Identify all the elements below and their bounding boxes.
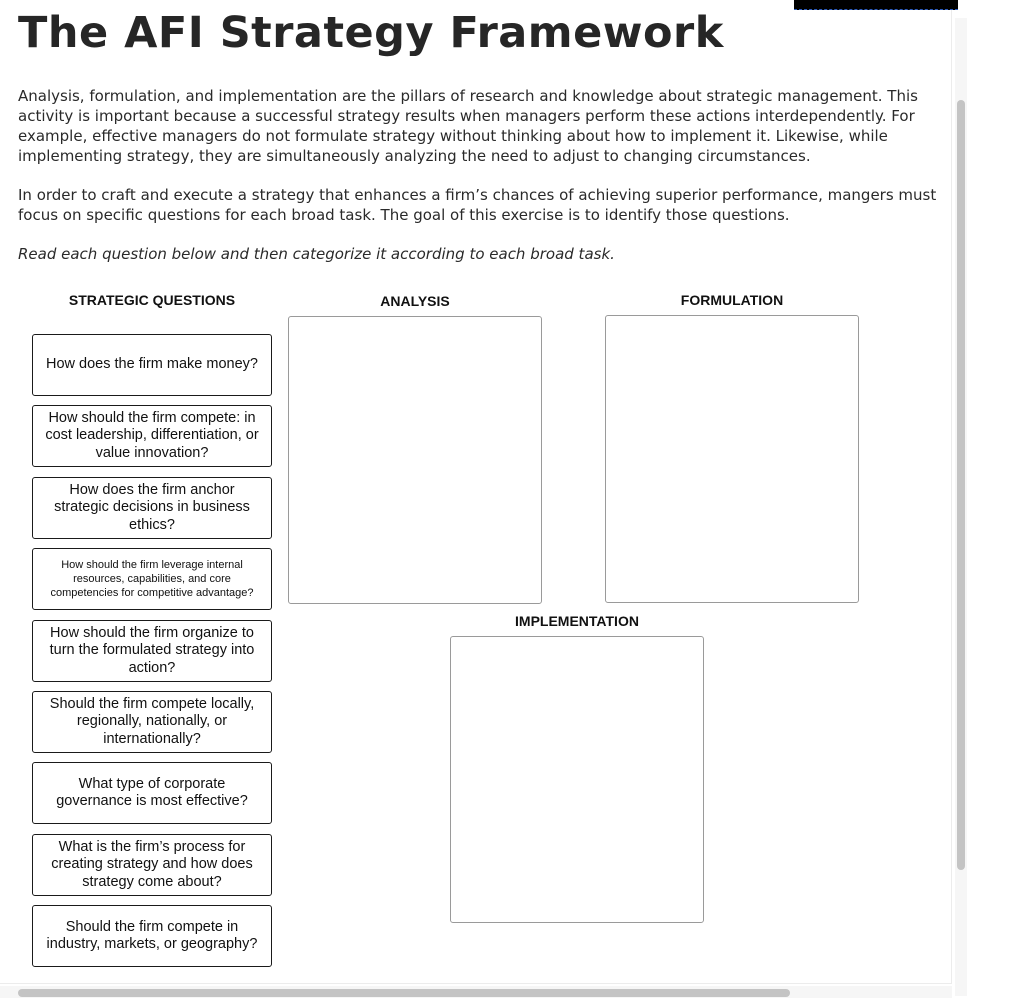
- horizontal-scrollbar-thumb[interactable]: [18, 989, 790, 997]
- question-card-corporate-governance[interactable]: [32, 762, 272, 824]
- analysis-drop-zone[interactable]: [288, 316, 542, 604]
- formulation-header: FORMULATION: [680, 292, 784, 308]
- question-card-organize[interactable]: [32, 620, 272, 682]
- intro-paragraph-1: Analysis, formulation, and implementation are the pillars of research and knowledge about strategic management. This activity is important because a successful strategy results when managers perform these actions interdependently. For example, effective managers do not formulate strategy without thinking about how to implement it. Likewise, while implementing strategy, they are simultaneously analyzing the need to adjust to changing circumstances.: [18, 87, 918, 165]
- question-card-internal-resources[interactable]: [32, 548, 272, 610]
- strategic-questions-header: STRATEGIC QUESTIONS: [68, 292, 236, 308]
- top-toolbar-strip[interactable]: [794, 0, 958, 10]
- question-card-compete-how[interactable]: [32, 405, 272, 467]
- question-text: Should the firm compete in industry, markets, or geography?: [46, 918, 258, 952]
- instruction-text: Read each question below and then categorize it according to each broad task.: [18, 245, 615, 263]
- question-card-business-ethics[interactable]: [32, 477, 272, 539]
- question-text: How should the firm leverage internal resources, capabilities, and core competencies for competitive advantage?: [50, 559, 254, 599]
- question-card-compete-where[interactable]: [32, 691, 272, 753]
- vertical-scrollbar-thumb[interactable]: [957, 100, 965, 870]
- implementation-drop-zone[interactable]: [450, 636, 704, 923]
- question-card-strategy-process[interactable]: [32, 834, 272, 896]
- page-title: The AFI Strategy Framework: [18, 8, 724, 58]
- question-card-make-money[interactable]: [32, 334, 272, 396]
- implementation-header: IMPLEMENTATION: [515, 613, 639, 629]
- formulation-drop-zone[interactable]: [605, 315, 859, 603]
- question-text: How should the firm organize to turn the formulated strategy into action?: [49, 624, 255, 676]
- question-text: What is the firm’s process for creating strategy and how does strategy come about?: [51, 838, 253, 890]
- intro-paragraph-2: In order to craft and execute a strategy that enhances a firm’s chances of achieving superior performance, mangers must focus on specific questions for each broad task. The goal of this exercise is to identify those questions.: [18, 186, 937, 224]
- question-text: How does the firm anchor strategic decisions in business ethics?: [54, 481, 250, 533]
- question-card-compete-scope[interactable]: [32, 905, 272, 967]
- analysis-header: ANALYSIS: [380, 293, 450, 309]
- question-text: What type of corporate governance is most effective?: [56, 775, 248, 809]
- question-text: How does the firm make money?: [46, 356, 258, 373]
- question-text: How should the firm compete: in cost leadership, differentiation, or value innovation?: [45, 409, 259, 461]
- question-text: Should the firm compete locally, regionally, nationally, or internationally?: [49, 695, 255, 747]
